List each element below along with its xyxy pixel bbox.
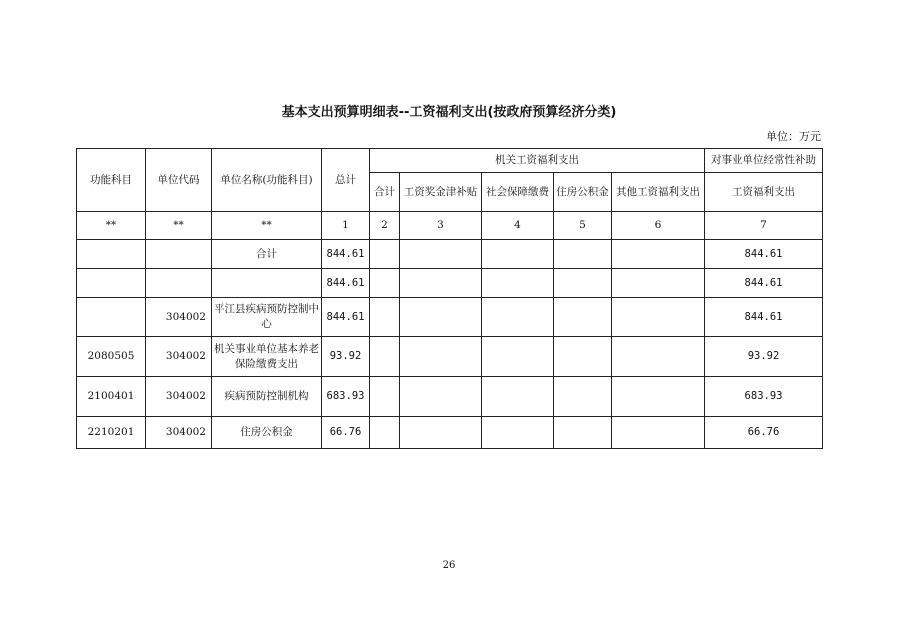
cell-func — [77, 298, 146, 337]
index-cell: 4 — [482, 212, 554, 240]
cell-name: 机关事业单位基本养老保险缴费支出 — [212, 337, 322, 377]
cell-c4 — [482, 337, 554, 377]
header-gov-col: 工资奖金津补贴 — [400, 173, 482, 212]
cell-c6 — [612, 417, 705, 449]
cell-c5 — [554, 377, 612, 417]
table-row — [77, 298, 823, 337]
cell-c4 — [482, 240, 554, 269]
cell-func: 2100401 — [77, 377, 146, 417]
cell-c4 — [482, 377, 554, 417]
cell-code: 304002 — [146, 377, 212, 417]
cell-c5 — [554, 417, 612, 449]
cell-c7: 844.61 — [705, 240, 823, 269]
cell-name: 平江县疾病预防控制中心 — [212, 298, 322, 337]
cell-c2 — [370, 417, 400, 449]
page-number: 26 — [442, 560, 456, 571]
cell-c6 — [612, 298, 705, 337]
cell-name: 住房公积金 — [212, 417, 322, 449]
cell-code: 304002 — [146, 337, 212, 377]
cell-total: 844.61 — [322, 240, 370, 269]
index-cell: 6 — [612, 212, 705, 240]
cell-total: 683.93 — [322, 377, 370, 417]
cell-c6 — [612, 269, 705, 298]
cell-c4 — [482, 269, 554, 298]
cell-c2 — [370, 337, 400, 377]
cell-c6 — [612, 377, 705, 417]
cell-code: 304002 — [146, 298, 212, 337]
cell-func — [77, 240, 146, 269]
cell-c7: 683.93 — [705, 377, 823, 417]
header-row-1 — [77, 149, 823, 173]
header-gov-col: 社会保障缴费 — [482, 173, 554, 212]
index-cell: ** — [77, 212, 146, 240]
cell-name: 合计 — [212, 240, 322, 269]
cell-c2 — [370, 269, 400, 298]
cell-name — [212, 269, 322, 298]
cell-c3 — [400, 417, 482, 449]
cell-code — [146, 240, 212, 269]
index-cell: 7 — [705, 212, 823, 240]
header-gov-group: 机关工资福利支出 — [370, 149, 705, 173]
cell-c7: 66.76 — [705, 417, 823, 449]
header-gov-col: 合计 — [370, 173, 400, 212]
cell-c3 — [400, 269, 482, 298]
table-row — [77, 240, 823, 269]
index-cell: 5 — [554, 212, 612, 240]
cell-c7: 844.61 — [705, 298, 823, 337]
cell-c3 — [400, 377, 482, 417]
cell-name: 疾病预防控制机构 — [212, 377, 322, 417]
cell-code — [146, 269, 212, 298]
cell-c3 — [400, 240, 482, 269]
index-cell: 1 — [322, 212, 370, 240]
header-pub-group: 对事业单位经常性补助 — [705, 149, 823, 173]
cell-c5 — [554, 298, 612, 337]
header-total: 总计 — [322, 149, 370, 212]
cell-c6 — [612, 240, 705, 269]
header-unit-name: 单位名称(功能科目) — [212, 149, 322, 212]
index-cell: 2 — [370, 212, 400, 240]
header-gov-col: 住房公积金 — [554, 173, 612, 212]
header-gov-col: 其他工资福利支出 — [612, 173, 705, 212]
cell-c2 — [370, 298, 400, 337]
header-pub-col: 工资福利支出 — [705, 173, 823, 212]
index-cell: 3 — [400, 212, 482, 240]
cell-c2 — [370, 377, 400, 417]
header-unit-code: 单位代码 — [146, 149, 212, 212]
index-cell: ** — [212, 212, 322, 240]
cell-c6 — [612, 337, 705, 377]
cell-c5 — [554, 337, 612, 377]
cell-func: 2210201 — [77, 417, 146, 449]
cell-c7: 93.92 — [705, 337, 823, 377]
cell-total: 844.61 — [322, 298, 370, 337]
cell-func — [77, 269, 146, 298]
index-row — [77, 212, 823, 240]
table-row — [77, 269, 823, 298]
unit-label: 单位：万元 — [766, 130, 821, 143]
cell-total: 66.76 — [322, 417, 370, 449]
cell-func: 2080505 — [77, 337, 146, 377]
index-cell: ** — [146, 212, 212, 240]
cell-c7: 844.61 — [705, 269, 823, 298]
cell-c5 — [554, 240, 612, 269]
cell-c3 — [400, 337, 482, 377]
budget-table — [76, 148, 823, 449]
header-func-subject: 功能科目 — [77, 149, 146, 212]
cell-c5 — [554, 269, 612, 298]
cell-c2 — [370, 240, 400, 269]
page-title: 基本支出预算明细表--工资福利支出(按政府预算经济分类) — [281, 105, 617, 120]
table-row — [77, 377, 823, 417]
cell-c4 — [482, 417, 554, 449]
table-row — [77, 337, 823, 377]
cell-total: 844.61 — [322, 269, 370, 298]
table-row — [77, 417, 823, 449]
cell-c3 — [400, 298, 482, 337]
cell-total: 93.92 — [322, 337, 370, 377]
cell-c4 — [482, 298, 554, 337]
cell-code: 304002 — [146, 417, 212, 449]
